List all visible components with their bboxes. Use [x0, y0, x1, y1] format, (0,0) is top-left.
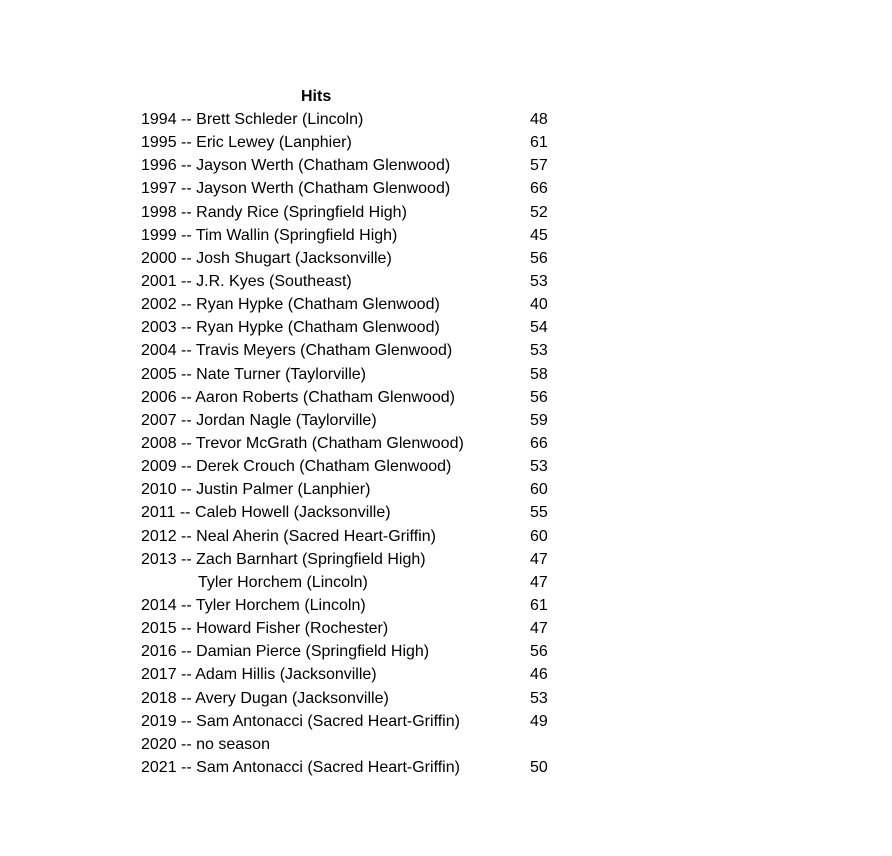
- record-entry: 2013 -- Zach Barnhart (Springfield High): [141, 550, 426, 568]
- hits-value: 53: [530, 272, 548, 290]
- hits-value: 40: [530, 296, 548, 314]
- hits-value: 52: [530, 203, 548, 221]
- hits-value: 47: [530, 573, 548, 591]
- record-entry: 2014 -- Tyler Horchem (Lincoln): [141, 596, 366, 614]
- hits-value: 66: [530, 180, 548, 198]
- record-entry: 1996 -- Jayson Werth (Chatham Glenwood): [141, 157, 451, 175]
- hits-value: 57: [530, 157, 548, 175]
- record-entry: 2012 -- Neal Aherin (Sacred Heart-Griffin): [141, 527, 436, 545]
- hits-value: 50: [530, 758, 548, 776]
- page-title: Hits: [301, 88, 332, 105]
- record-entry: 1998 -- Randy Rice (Springfield High): [141, 203, 407, 221]
- hits-value: 56: [530, 388, 548, 406]
- hits-value: 56: [530, 643, 548, 661]
- hits-value: 48: [530, 111, 548, 128]
- list-item: [141, 154, 571, 177]
- record-entry: 2009 -- Derek Crouch (Chatham Glenwood): [141, 458, 452, 476]
- hits-value: 60: [530, 481, 548, 499]
- list-item: [141, 710, 571, 733]
- list-item: [141, 733, 571, 756]
- hits-value: 58: [530, 365, 548, 383]
- record-entry: 2010 -- Justin Palmer (Lanphier): [141, 481, 371, 499]
- record-entry: 2007 -- Jordan Nagle (Taylorville): [141, 411, 377, 429]
- list-item: [141, 478, 571, 501]
- list-item: [141, 247, 571, 270]
- list-item: [141, 571, 571, 594]
- list-item: [141, 363, 571, 386]
- list-item: [141, 548, 571, 571]
- list-item: [141, 270, 571, 293]
- list-item: [141, 409, 571, 432]
- list-item: [141, 525, 571, 548]
- list-item: [141, 339, 571, 362]
- hits-value: 53: [530, 689, 548, 707]
- list-item: [141, 594, 571, 617]
- record-entry: 2015 -- Howard Fisher (Rochester): [141, 620, 389, 638]
- hits-value: 66: [530, 434, 548, 452]
- list-item: [141, 432, 571, 455]
- record-entry: 2008 -- Trevor McGrath (Chatham Glenwood): [141, 434, 464, 452]
- hits-value: 53: [530, 458, 548, 476]
- list-item: [141, 756, 571, 779]
- list-item: [141, 640, 571, 663]
- hits-value: 54: [530, 319, 548, 337]
- hits-value: 56: [530, 249, 548, 267]
- hits-value: 47: [530, 550, 548, 568]
- list-item: [141, 455, 571, 478]
- record-entry: 2021 -- Sam Antonacci (Sacred Heart-Griffin): [141, 758, 460, 776]
- record-entry: 1994 -- Brett Schleder (Lincoln): [141, 111, 364, 128]
- list-item: [141, 224, 571, 247]
- record-entry: 2020 -- no season: [141, 735, 270, 753]
- record-entry: 2004 -- Travis Meyers (Chatham Glenwood): [141, 342, 453, 360]
- list-item: [141, 316, 571, 339]
- hits-value: 46: [530, 666, 548, 684]
- record-entry: 2000 -- Josh Shugart (Jacksonville): [141, 249, 392, 267]
- record-entry: 2017 -- Adam Hillis (Jacksonville): [141, 666, 377, 684]
- list-item: [141, 617, 571, 640]
- record-entry: 2005 -- Nate Turner (Taylorville): [141, 365, 366, 383]
- hits-value: 53: [530, 342, 548, 360]
- hits-value: 61: [530, 596, 548, 614]
- record-entry: 2003 -- Ryan Hypke (Chatham Glenwood): [141, 319, 440, 337]
- hits-value: 55: [530, 504, 548, 522]
- list-item: [141, 177, 571, 200]
- record-entry: 2011 -- Caleb Howell (Jacksonville): [141, 504, 391, 522]
- record-entry: 1997 -- Jayson Werth (Chatham Glenwood): [141, 180, 451, 198]
- record-entry: 2006 -- Aaron Roberts (Chatham Glenwood): [141, 388, 455, 406]
- hits-value: 47: [530, 620, 548, 638]
- record-entry: Tyler Horchem (Lincoln): [198, 573, 368, 591]
- list-item: [141, 108, 571, 131]
- record-entry: 2016 -- Damian Pierce (Springfield High): [141, 643, 430, 661]
- record-entry: 1995 -- Eric Lewey (Lanphier): [141, 134, 352, 152]
- list-item: [141, 131, 571, 154]
- record-entry: 2019 -- Sam Antonacci (Sacred Heart-Griffin): [141, 712, 460, 730]
- list-item: [141, 201, 571, 224]
- hits-list: [141, 108, 571, 779]
- hits-value: 49: [530, 712, 548, 730]
- hits-value: 60: [530, 527, 548, 545]
- record-entry: 2018 -- Avery Dugan (Jacksonville): [141, 689, 389, 707]
- hits-value: 45: [530, 226, 548, 244]
- hits-value: 59: [530, 411, 548, 429]
- record-entry: 2001 -- J.R. Kyes (Southeast): [141, 272, 352, 290]
- list-item: [141, 501, 571, 524]
- list-item: [141, 687, 571, 710]
- list-item: [141, 293, 571, 316]
- record-entry: 1999 -- Tim Wallin (Springfield High): [141, 226, 398, 244]
- record-entry: 2002 -- Ryan Hypke (Chatham Glenwood): [141, 296, 440, 314]
- list-item: [141, 386, 571, 409]
- list-item: [141, 663, 571, 686]
- hits-value: 61: [530, 134, 548, 152]
